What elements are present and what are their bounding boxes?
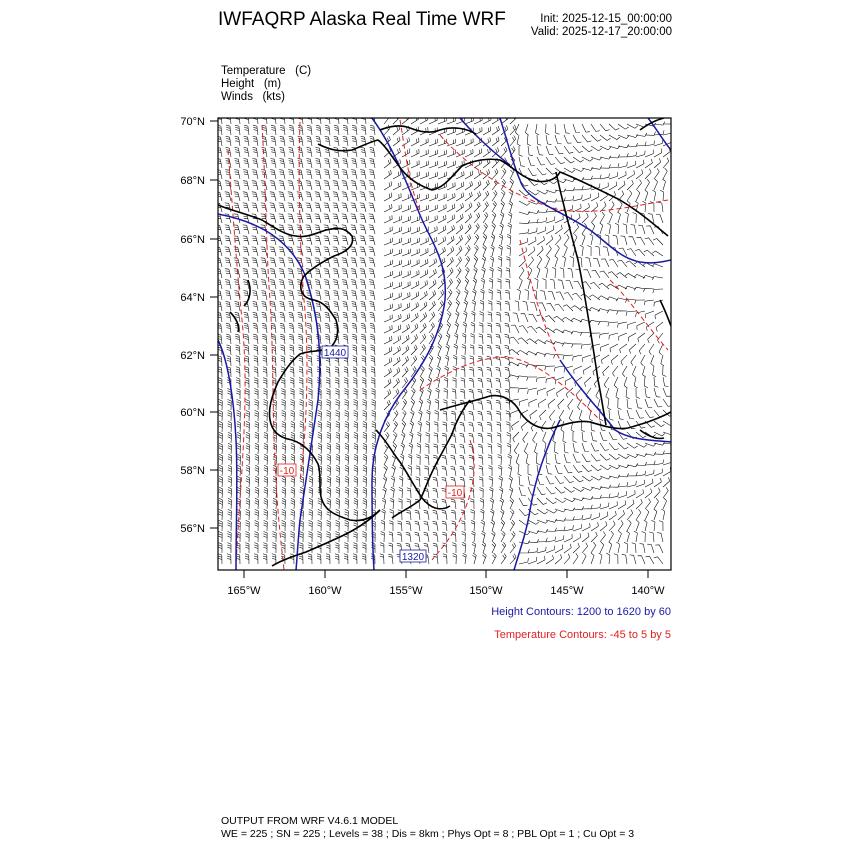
lat-tick-label: 64°N xyxy=(180,292,205,304)
lat-tick-label: 66°N xyxy=(180,234,205,246)
lon-tick-label: 160°W xyxy=(308,585,342,597)
lat-tick-label: 58°N xyxy=(180,465,205,477)
lat-tick-label: 62°N xyxy=(180,350,205,362)
temperature-contour-label: -10 xyxy=(447,488,463,499)
lon-tick-label: 145°W xyxy=(550,585,584,597)
lat-tick-label: 56°N xyxy=(180,523,205,535)
lon-tick-label: 140°W xyxy=(631,585,665,597)
wind-barbs xyxy=(216,114,674,565)
wind-barb xyxy=(216,114,674,565)
lon-axis xyxy=(244,570,648,578)
lat-tick-label: 70°N xyxy=(180,116,205,128)
chart-title: IWFAQRP Alaska Real Time WRF xyxy=(218,9,506,30)
lon-tick-label: 150°W xyxy=(469,585,503,597)
valid-time: Valid: 2025-12-17_20:00:00 xyxy=(530,26,672,38)
footer-model-line: OUTPUT FROM WRF V4.6.1 MODEL xyxy=(221,815,399,827)
lat-axis xyxy=(210,121,218,528)
field-label-height: Height (m) xyxy=(221,78,282,90)
temperature-contour-legend: Temperature Contours: -45 to 5 by 5 xyxy=(494,629,671,641)
lon-tick-label: 165°W xyxy=(227,585,261,597)
height-contour-legend: Height Contours: 1200 to 1620 by 60 xyxy=(491,606,671,618)
lat-tick-label: 60°N xyxy=(180,407,205,419)
lat-tick-label: 68°N xyxy=(180,175,205,187)
field-label-temperature: Temperature (C) xyxy=(221,65,312,77)
lat-tick-labels xyxy=(180,116,205,535)
lon-tick-label: 155°W xyxy=(389,585,423,597)
height-contour-label: 1440 xyxy=(323,348,347,359)
footer-config-line: WE = 225 ; SN = 225 ; Levels = 38 ; Dis = 8km ; Phys Opt = 8 ; PBL Opt = 1 ; Cu Opt = 3 xyxy=(221,828,635,840)
init-time: Init: 2025-12-15_00:00:00 xyxy=(540,13,672,25)
lon-tick-labels xyxy=(227,585,665,597)
contour-labels xyxy=(278,346,464,563)
field-label-winds: Winds (kts) xyxy=(221,91,285,103)
temperature-contour-label: -10 xyxy=(279,466,295,477)
height-contour-label: 1320 xyxy=(401,552,425,563)
